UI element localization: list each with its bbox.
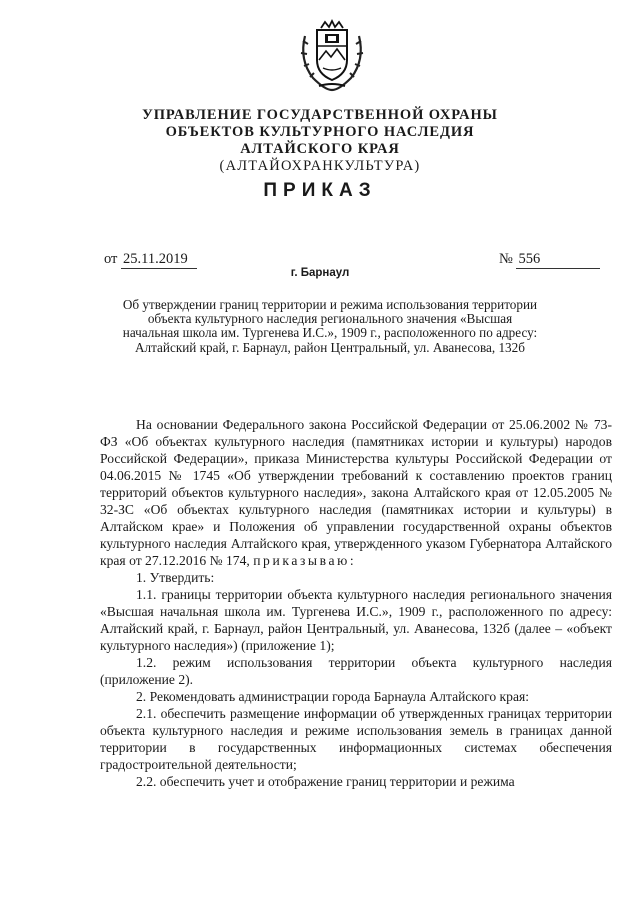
- org-abbreviation: (АЛТАЙОХРАНКУЛЬТУРА): [219, 158, 421, 174]
- command-word: приказываю:: [253, 553, 357, 568]
- preamble-paragraph: [100, 416, 612, 569]
- item-1-1: 1.1. границы территории объекта культурного наследия регионального значения «Высшая начальная школа им. Тургенева И.С.», 1909 г., расположенного по адресу: Алтайский край, г. Барнаул, район Центральный, ул. Аванесова, 132б (далее – «объект культурного наследия») (приложение 1);: [100, 587, 612, 653]
- order-number: 556: [516, 251, 600, 269]
- item-2-1: 2.1. обеспечить размещение информации об утвержденных границах территории объекта культурного наследия и режиме использования земель в границах данной территории в государственных информационных системах обеспечения градостроительной деятельности;: [100, 706, 612, 772]
- order-body: [100, 416, 612, 790]
- org-line-1: УПРАВЛЕНИЕ ГОСУДАРСТВЕННОЙ ОХРАНЫ: [142, 107, 498, 123]
- coat-of-arms-emblem-icon: [295, 16, 369, 92]
- org-line-3: АЛТАЙСКОГО КРАЯ: [240, 141, 400, 157]
- date-prefix: от: [104, 251, 118, 267]
- item-1-2: 1.2. режим использования территории объекта культурного наследия (приложение 2).: [100, 655, 612, 687]
- city-label: г. Барнаул: [290, 267, 350, 279]
- item-2: 2. Рекомендовать администрации города Барнаула Алтайского края:: [136, 689, 530, 704]
- order-subject: Об утверждении границ территории и режима использования территории объекта культурного наследия регионального значения «Высшая начальная школа им. Тургенева И.С.», 1909 г., расположенного по адресу: Алтайский край, г. Барнаул, район Центральный, ул. Аванесова, 132б: [122, 297, 538, 355]
- document-title: ПРИКАЗ: [263, 180, 377, 201]
- order-date: 25.11.2019: [121, 251, 197, 269]
- organization-name: [0, 107, 640, 175]
- org-line-2: ОБЪЕКТОВ КУЛЬТУРНОГО НАСЛЕДИЯ: [165, 124, 475, 140]
- number-prefix: №: [499, 251, 513, 267]
- item-1: 1. Утвердить:: [136, 570, 215, 585]
- item-2-2: 2.2. обеспечить учет и отображение границ территории и режима: [136, 774, 515, 789]
- preamble-text: На основании Федерального закона Российской Федерации от 25.06.2002 № 73-ФЗ «Об объектах культурного наследия (памятниках истории и культуры) народов Российской Федерации», приказа Министерства культуры Российской Федерации от 04.06.2015 № 1745 «Об утверждении требований к составлению проектов границ территорий объектов культурного наследия», закона Алтайского края от 12.05.2005 № 32-ЗС «Об объектах культурного наследия (памятниках истории и культуры) в Алтайском крае» и Положения об управлении государственной охраны объектов культурного наследия Алтайского края, утвержденного указом Губернатора Алтайского края от 27.12.2016 № 174,: [100, 417, 612, 568]
